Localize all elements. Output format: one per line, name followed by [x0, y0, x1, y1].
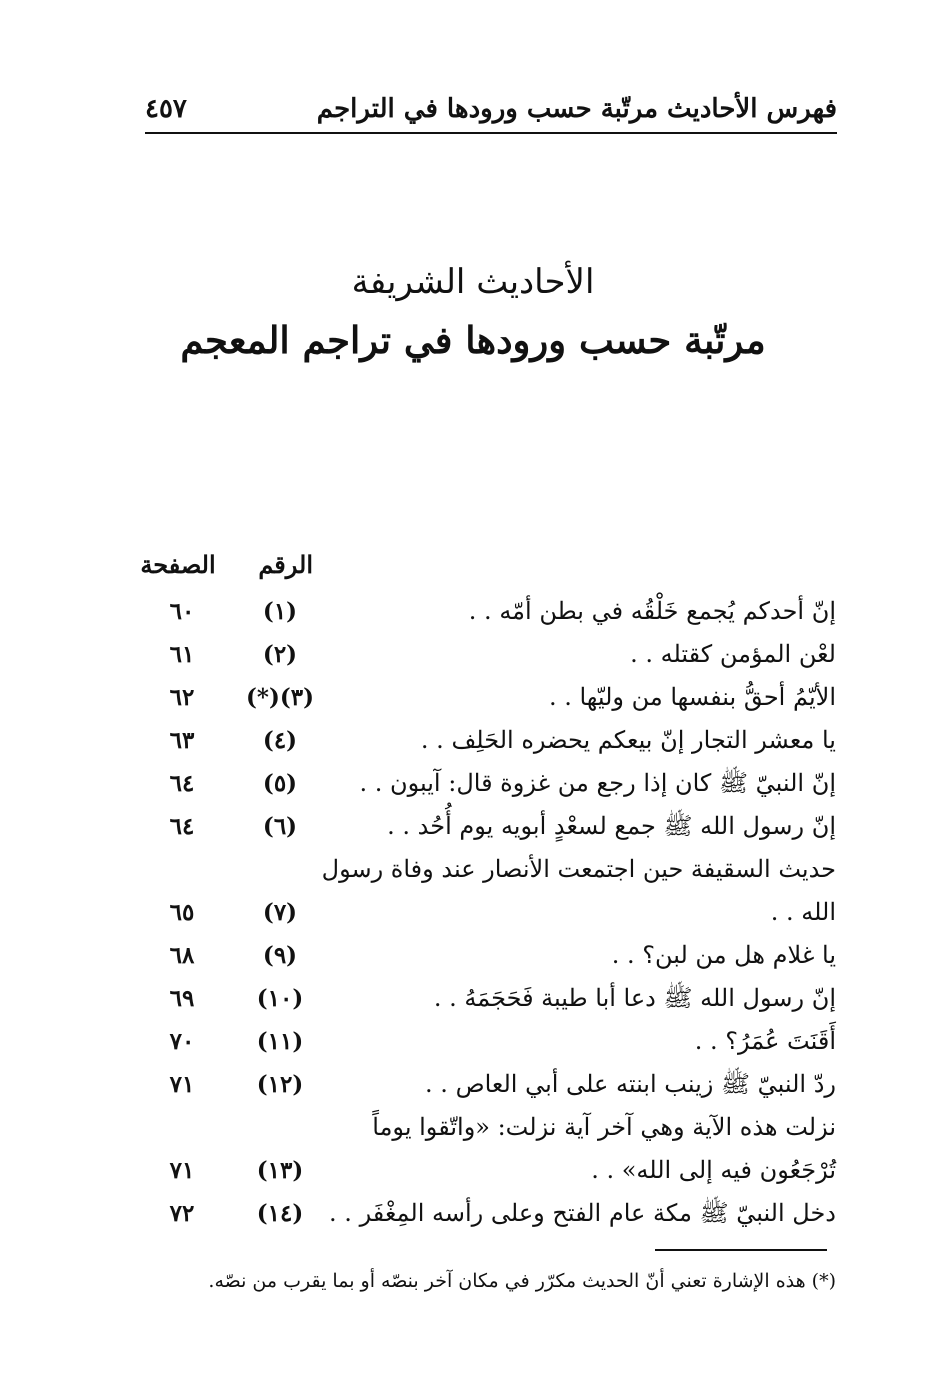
page-ref: ٦٩ — [169, 985, 195, 1012]
hadith-text: أَقَنَتَ عُمَرُ؟ . . — [694, 1027, 836, 1055]
hadith-text: إنّ رسول الله ﷺ دعا أبا طيبة فَحَجَمَهُ . . — [433, 984, 836, 1012]
hadith-number: (١٣) — [256, 1157, 304, 1184]
index-row — [0, 719, 946, 762]
hadith-text: ردّ النبيّ ﷺ زينب ابنته على أبي العاص . . — [425, 1070, 836, 1098]
index-row — [0, 977, 946, 1020]
hadith-text: تُرْجَعُون فيه إلى الله» . . — [591, 1156, 836, 1184]
page-ref: ٧١ — [169, 1157, 195, 1184]
footnote-divider — [655, 1249, 827, 1251]
index-row — [0, 1106, 946, 1149]
hadith-number: (٧) — [262, 899, 298, 926]
hadith-text: لعْن المؤمن كقتله . . — [630, 640, 836, 668]
hadith-text: إنّ أحدكم يُجمع خَلْقُه في بطن أمّه . . — [468, 597, 836, 625]
index-row — [0, 805, 946, 848]
sub-title: مرتّبة حسب ورودها في تراجم المعجم — [180, 318, 766, 362]
hadith-text: يا غلام هل من لبن؟ . . — [611, 941, 836, 969]
main-title: الأحاديث الشريفة — [351, 262, 595, 302]
column-header-number: الرقم — [258, 550, 313, 579]
index-row — [0, 590, 946, 633]
page-ref: ٦٢ — [169, 684, 195, 711]
hadith-text: إنّ النبيّ ﷺ كان إذا رجع من غزوة قال: آيبون . . — [359, 769, 836, 797]
hadith-index-list — [0, 590, 946, 1235]
column-header-page: الصفحة — [140, 550, 216, 579]
hadith-number: (٣)(*) — [246, 684, 314, 711]
index-row — [0, 1063, 946, 1106]
hadith-text: الله . . — [770, 898, 836, 926]
page-ref: ٧٠ — [169, 1028, 195, 1055]
index-row — [0, 891, 946, 934]
page-number: ٤٥٧ — [145, 94, 187, 124]
index-row — [0, 762, 946, 805]
hadith-number: (١٠) — [256, 985, 304, 1012]
hadith-number: (٤) — [262, 727, 298, 754]
page-ref: ٦٨ — [169, 942, 195, 969]
hadith-number: (٥) — [262, 770, 298, 797]
footnote: (*) هذه الإشارة تعني أنّ الحديث مكرّر في مكان آخر بنصّه أو بما يقرب من نصّه. — [208, 1270, 836, 1292]
hadith-number: (١) — [262, 598, 298, 625]
hadith-number: (١٤) — [256, 1200, 304, 1227]
index-row — [0, 1149, 946, 1192]
hadith-number: (٦) — [262, 813, 298, 840]
index-row — [0, 1192, 946, 1235]
hadith-text: دخل النبيّ ﷺ مكة عام الفتح وعلى رأسه المِغْفَر . . — [329, 1199, 836, 1227]
hadith-text: حديث السقيفة حين اجتمعت الأنصار عند وفاة رسول — [321, 855, 836, 883]
index-row — [0, 934, 946, 977]
hadith-number: (١٢) — [256, 1071, 304, 1098]
index-row — [0, 676, 946, 719]
hadith-number: (٩) — [262, 942, 298, 969]
hadith-text: الأيّمُ أحقُّ بنفسها من وليّها . . — [548, 683, 836, 711]
running-title: فهرس الأحاديث مرتّبة حسب ورودها في التراجم — [316, 94, 837, 124]
page-ref: ٦٥ — [169, 899, 195, 926]
page-ref: ٦٣ — [169, 727, 195, 754]
running-header — [145, 92, 837, 134]
index-row — [0, 848, 946, 891]
hadith-text: يا معشر التجار إنّ بيعكم يحضره الحَلِف . . — [420, 726, 836, 754]
page-ref: ٦٤ — [169, 813, 195, 840]
hadith-text: إنّ رسول الله ﷺ جمع لسعْدٍ أبويه يوم أُحُد . . — [387, 812, 836, 840]
index-row — [0, 1020, 946, 1063]
page-ref: ٦١ — [169, 641, 195, 668]
hadith-number: (١١) — [256, 1028, 304, 1055]
page-ref: ٧٢ — [169, 1200, 195, 1227]
page-ref: ٦٤ — [169, 770, 195, 797]
hadith-text: نزلت هذه الآية وهي آخر آية نزلت: «واتّقوا يوماً — [372, 1113, 836, 1141]
page-ref: ٦٠ — [169, 598, 195, 625]
index-row — [0, 633, 946, 676]
hadith-number: (٢) — [262, 641, 298, 668]
page-ref: ٧١ — [169, 1071, 195, 1098]
